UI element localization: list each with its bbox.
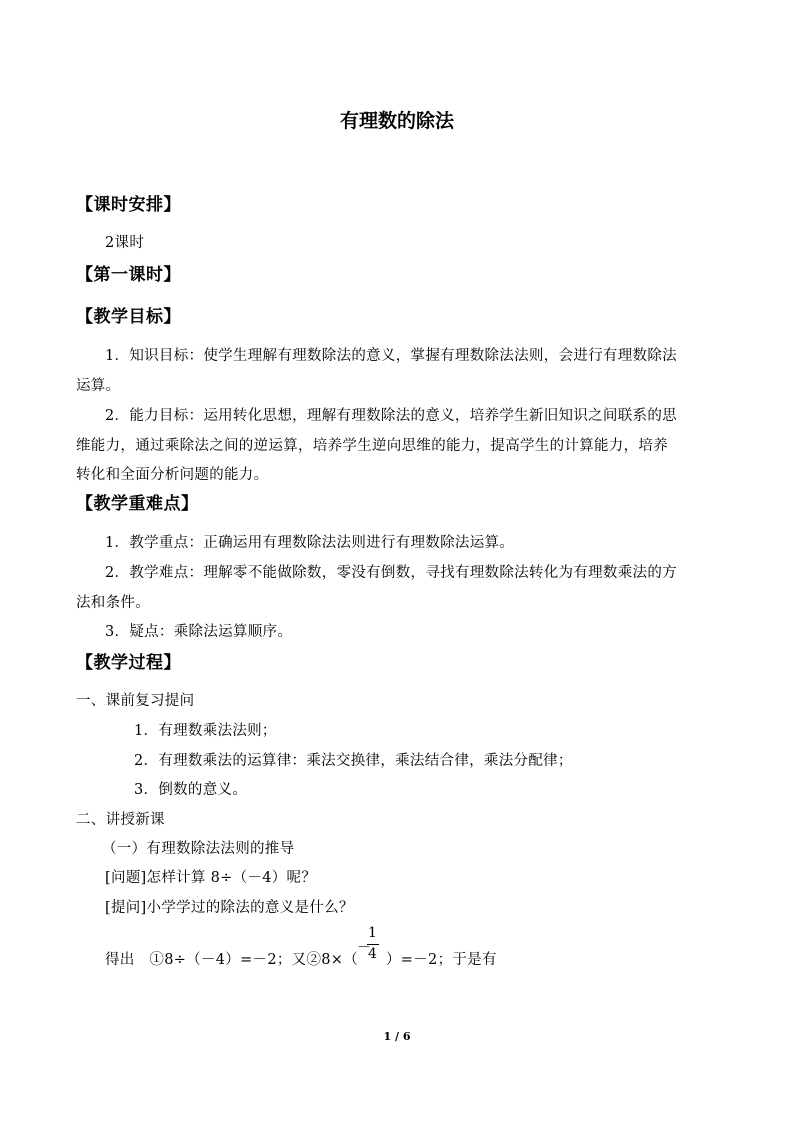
heading-first-lesson: 【第一课时】 [76,265,181,285]
prompt-line: [提问]小学学过的除法的意义是什么？ [105,900,354,916]
question-line: [问题]怎样计算 8÷（－4）呢？ [105,870,317,886]
heading-objectives: 【教学目标】 [76,307,181,327]
objective-2-line-1: 2．能力目标：运用转化思想，理解有理数除法的意义，培养学生新旧知识之间联系的思 [105,408,677,424]
objective-2-line-3: 转化和全面分析问题的能力。 [76,467,269,483]
review-item-2: 2．有理数乘法的运算律：乘法交换律，乘法结合律，乘法分配律； [134,753,573,769]
derivation-part-b: ）=－2；于是有 [386,952,497,968]
objective-2-line-2: 维能力，通过乘除法之间的逆运算，培养学生逆向思维的能力，提高学生的计算能力，培养 [76,438,668,454]
page-number: 1 / 6 [383,1030,411,1043]
review-item-3: 3．倒数的意义。 [134,782,248,798]
key-point-2-line-2: 法和条件。 [76,595,150,611]
heading-key-points: 【教学重难点】 [76,494,199,514]
key-point-1: 1．教学重点：正确运用有理数除法法则进行有理数除法运算。 [105,535,515,551]
key-point-2-line-1: 2．教学难点：理解零不能做除数，零没有倒数，寻找有理数除法转化为有理数乘法的方 [105,565,677,581]
fraction-denominator: 4 [368,946,377,962]
fraction-numerator: 1 [368,925,377,941]
part-2-title: 二、讲授新课 [76,812,165,828]
fraction-minus: － [357,940,371,956]
objective-1-line-2: 运算。 [76,378,121,394]
page-title: 有理数的除法 [339,110,454,132]
part-1-title: 一、课前复习提问 [76,693,195,709]
heading-process: 【教学过程】 [76,653,181,673]
fraction-bar [367,944,379,945]
key-point-3: 3．疑点：乘除法运算顺序。 [105,624,293,640]
heading-schedule: 【课时安排】 [76,195,181,215]
derivation-part-a: 得出 ①8÷（－4）=－2；又②8×（ [105,952,359,968]
subsection-1-title: （一）有理数除法法则的推导 [102,841,295,857]
review-item-1: 1．有理数乘法法则； [134,723,277,739]
fraction-negative-one-quarter [357,925,381,969]
objective-1-line-1: 1．知识目标：使学生理解有理数除法的意义，掌握有理数除法法则，会进行有理数除法 [105,348,677,364]
schedule-value: 2课时 [105,235,145,251]
